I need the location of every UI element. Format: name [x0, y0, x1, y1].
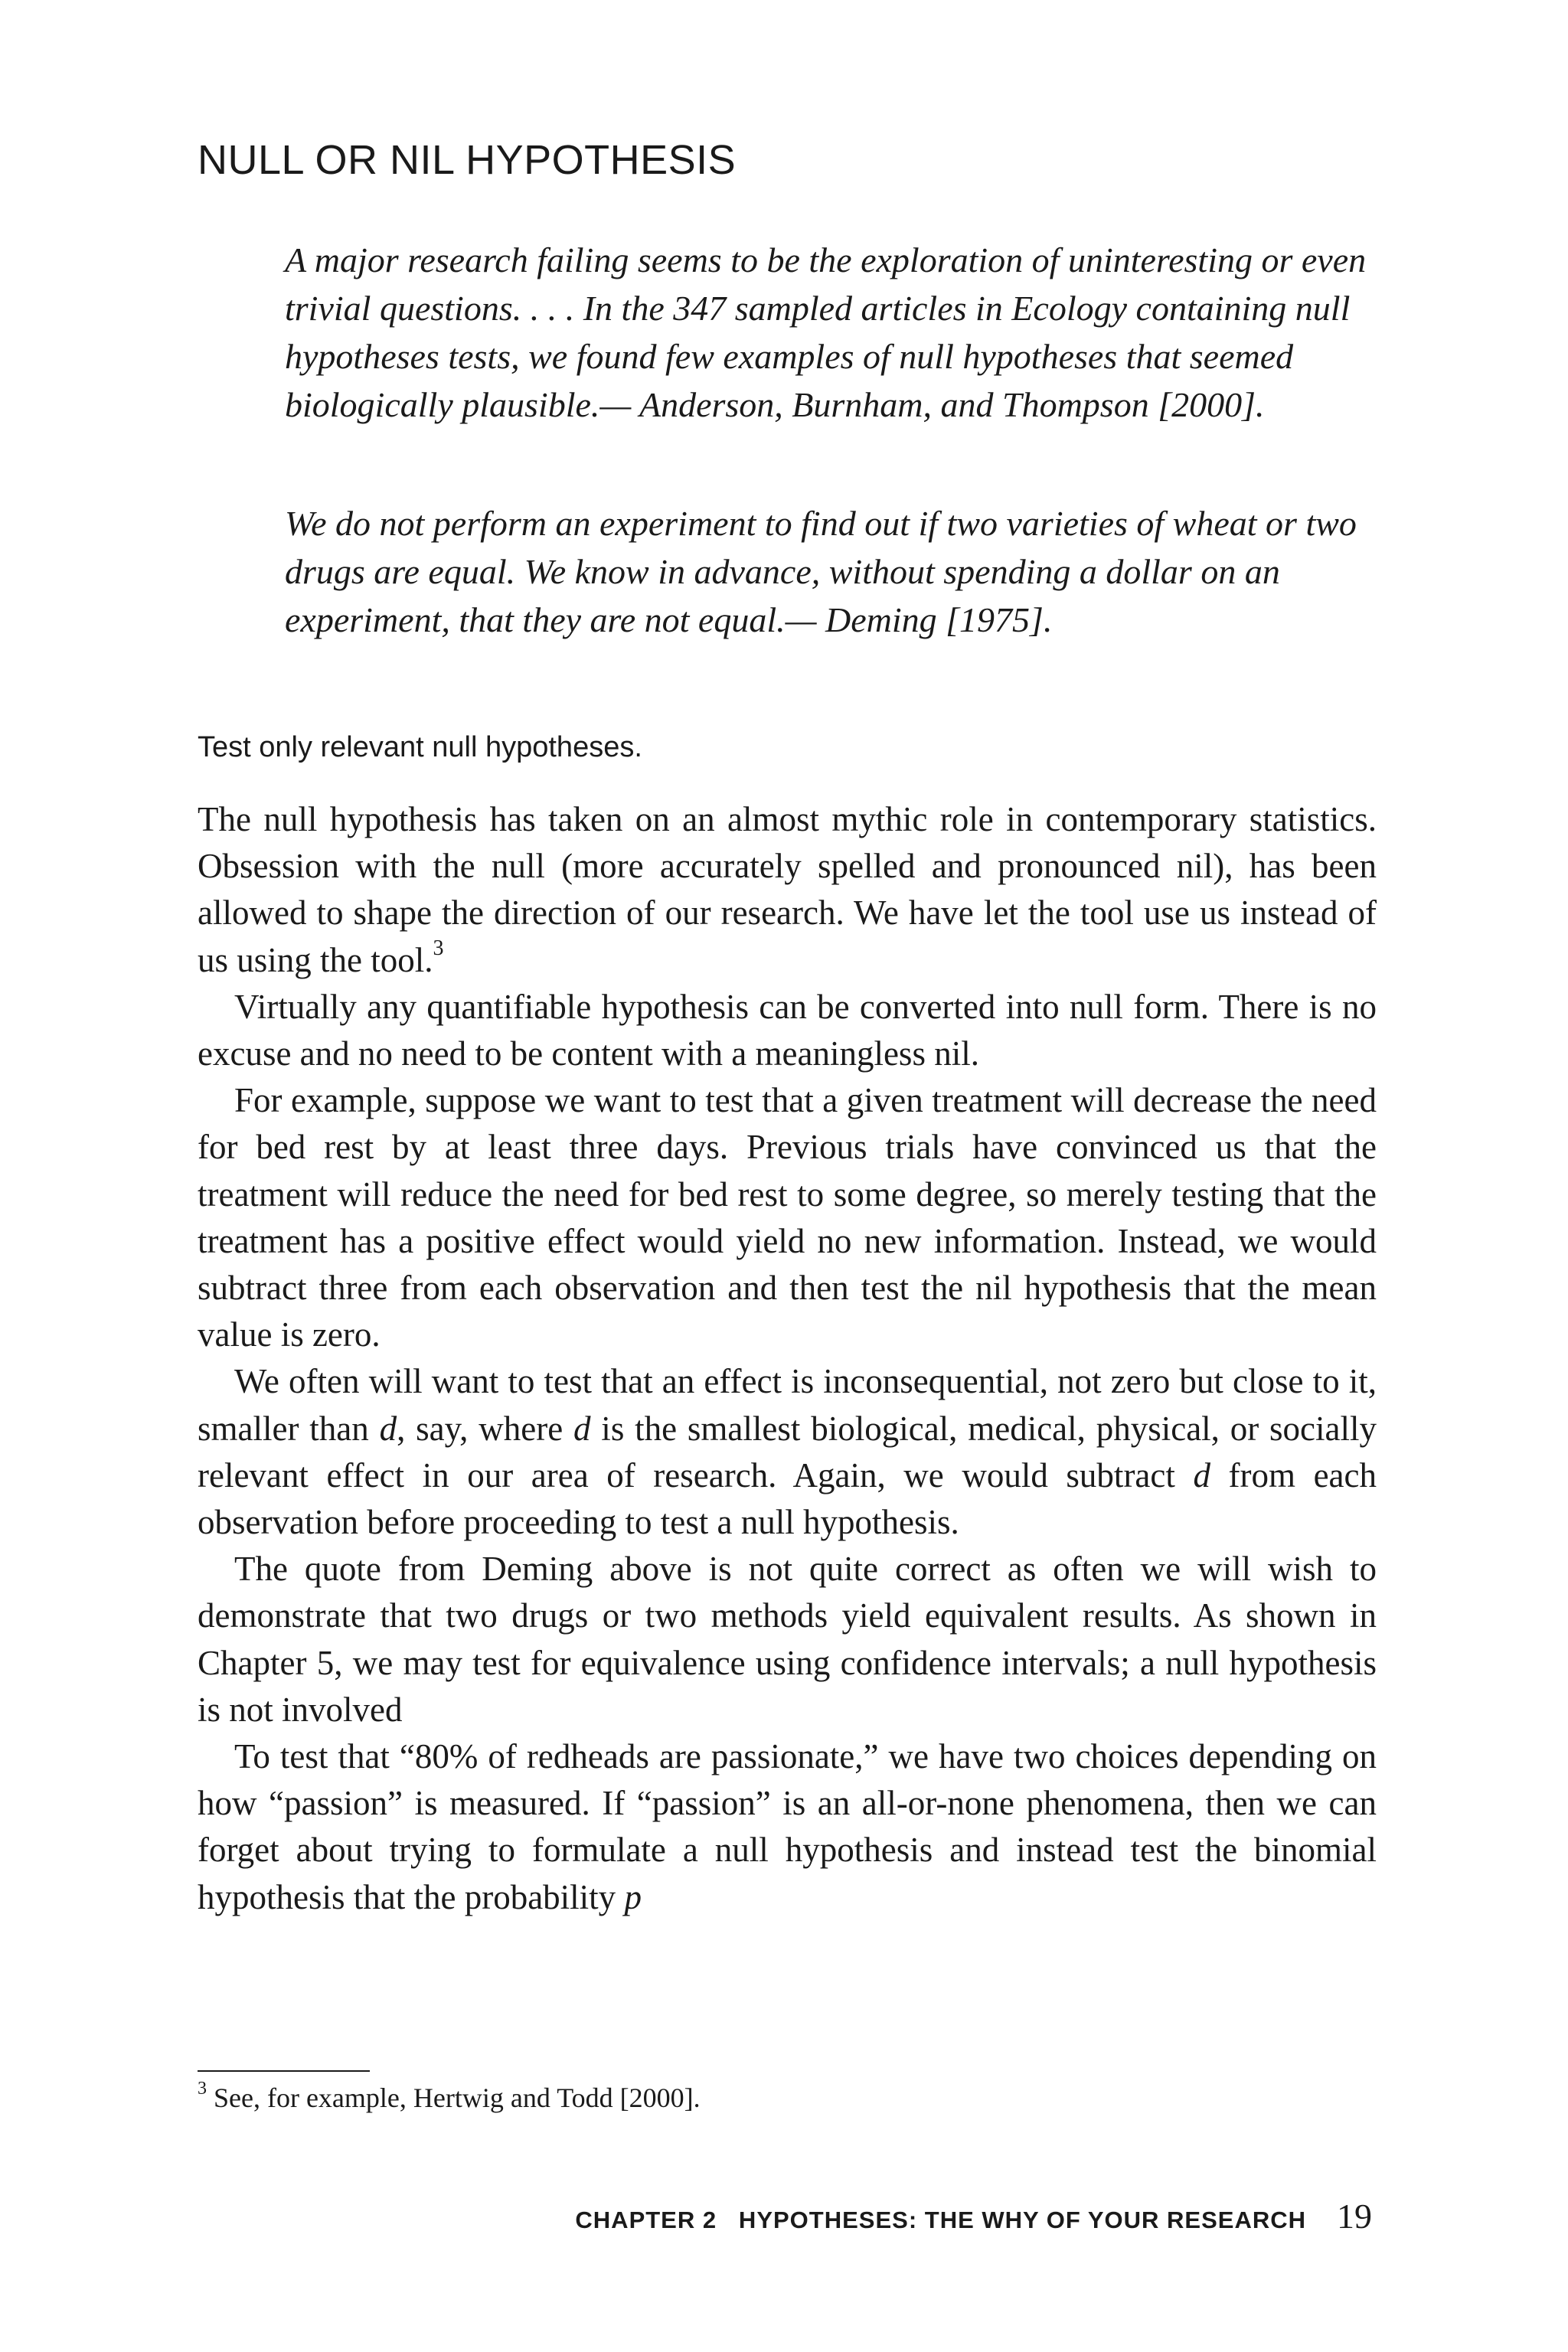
paragraph-1 [198, 796, 1377, 984]
variable-d: d [573, 1409, 591, 1448]
paragraph-2: Virtually any quantifiable hypothesis can be converted into null form. There is no excuse and no need to be content with a meaningless nil. [198, 987, 1377, 1073]
section-heading: NULL OR NIL HYPOTHESIS [198, 137, 737, 183]
paragraph-4-text-4: from each observation before proceeding to test a null hypothesis. [198, 1455, 1377, 1542]
paragraph-4 [198, 1358, 1377, 1546]
page-number: 19 [1337, 2197, 1372, 2236]
variable-d: d [1193, 1455, 1210, 1494]
paragraph-6-text: To test that “80% of redheads are passionate,” we have two choices depending on how “passion” is measured. If “passion” is an all-or-none phenomena, then we can forget about trying to formulate a null hypothesis and instead test the binomial hypothesis that the probability [198, 1737, 1377, 1916]
footnote-divider [198, 2070, 370, 2072]
footnote-text: See, for example, Hertwig and Todd [2000]. [214, 2082, 701, 2113]
paragraph-3: For example, suppose we want to test that a given treatment will decrease the need for bed rest by at least three days. Previous trials have convinced us that the treatment will reduce the need for bed rest to some degree, so merely testing that the treatment has a positive effect would yield no new information. Instead, we would subtract three from each observation and then test the nil hypothesis that the mean value is zero. [198, 1081, 1377, 1354]
paragraph-4-text-2: , say, where [397, 1409, 573, 1448]
paragraph-1-text: The null hypothesis has taken on an almost mythic role in contemporary statistics. Obsession with the null (more accurately spelled and pronounced nil), has been allowed to shape the direction of our research. We have let the tool use us instead of us using the tool. [198, 800, 1377, 979]
running-footer [575, 2196, 1372, 2236]
variable-p: p [624, 1877, 642, 1916]
paragraph-4-text-3: is the smallest biological, medical, physical, or socially relevant effect in our area of research. Again, we would subtract [198, 1409, 1377, 1494]
footnote-reference: 3 [433, 936, 444, 960]
variable-d: d [379, 1409, 397, 1448]
footnote [198, 2079, 701, 2116]
paragraph-5: The quote from Deming above is not quite correct as often we will wish to demonstrate that two drugs or two methods yield equivalent results. As shown in Chapter 5, we may test for equivalence using confidence intervals; a null hypothesis is not involved [198, 1550, 1377, 1729]
paragraph-4-text-1: We often will want to test that an effect is inconsequential, not zero but close to it, smaller than [198, 1362, 1377, 1448]
epigraph-deming: We do not perform an experiment to find out if two varieties of wheat or two drugs are equal. We know in advance, without spending a dollar on an experiment, that they are not equal.— Deming [1975]. [285, 504, 1357, 639]
body-text [198, 796, 1377, 1921]
paragraph-6 [198, 1733, 1377, 1921]
subheading: Test only relevant null hypotheses. [198, 731, 642, 763]
footnote-marker: 3 [198, 2079, 207, 2099]
epigraph-anderson: A major research failing seems to be the exploration of uninteresting or even trivial questions. . . . In the 347 sampled articles in Ecology containing null hypotheses tests, we found few examples of null hypotheses that seemed biologically plausible.— Anderson, Burnham, and Thompson [2000]. [285, 240, 1367, 424]
running-title: CHAPTER 2 HYPOTHESES: THE WHY OF YOUR RESEARCH [575, 2207, 1306, 2233]
